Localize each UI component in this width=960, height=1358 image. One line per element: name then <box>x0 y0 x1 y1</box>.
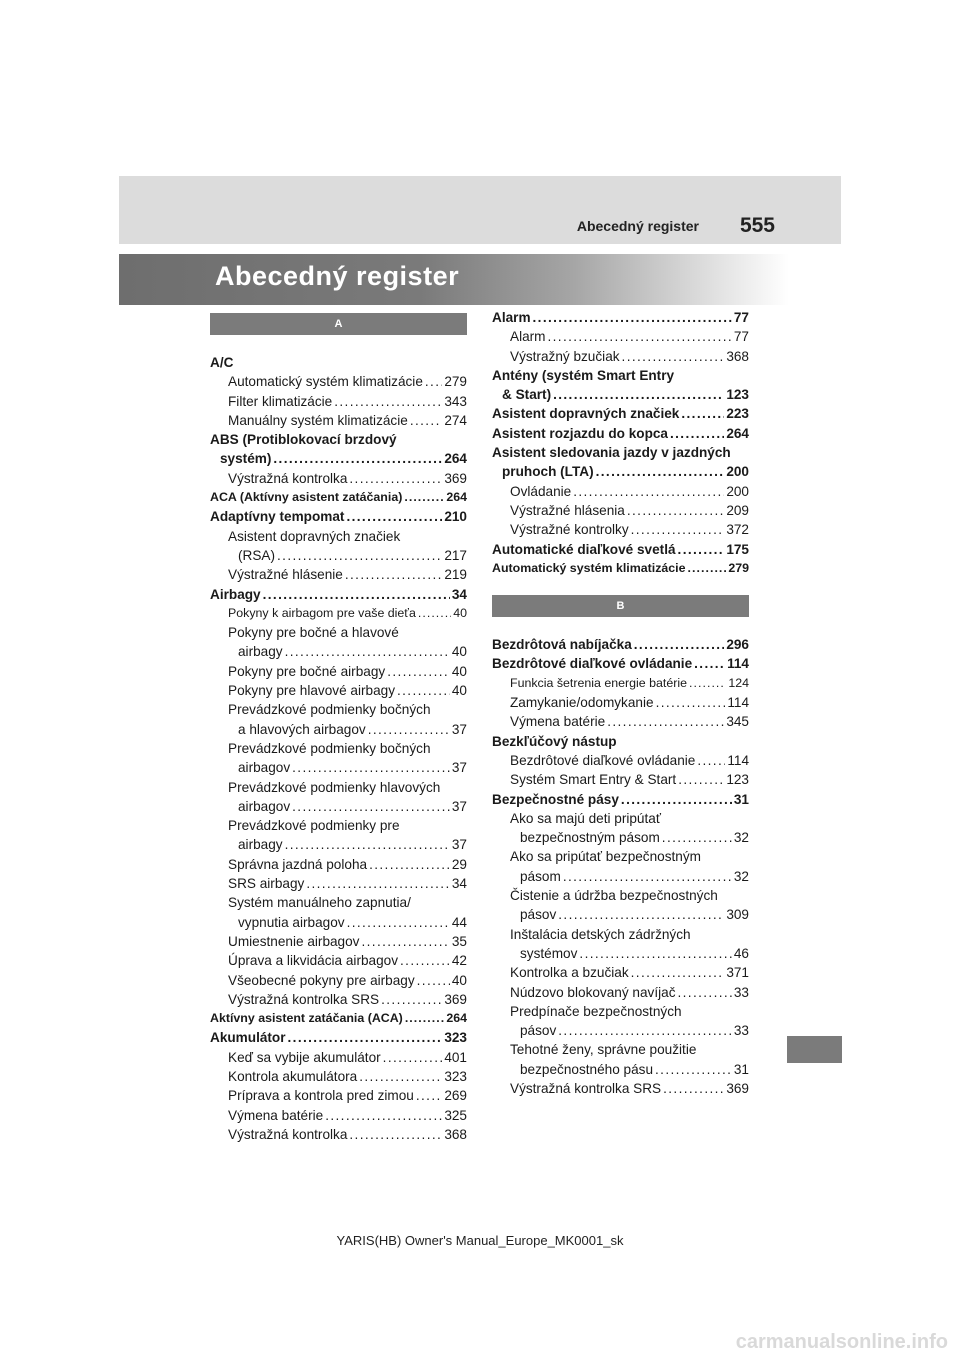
leader-dots <box>387 662 450 681</box>
watermark: carmanualsonline.info <box>735 1331 948 1353</box>
entry-text: Filter klimatizácie <box>228 393 333 409</box>
entry-text: Automatický systém klimatizácie <box>228 374 423 390</box>
page-reference[interactable]: 34 <box>451 586 467 602</box>
leader-dots <box>285 835 450 854</box>
page-reference[interactable]: 219 <box>444 567 467 583</box>
index-subentry <box>210 565 467 584</box>
entry-text: Antény (systém Smart Entry <box>492 367 675 383</box>
index-entry <box>492 732 749 751</box>
index-subentry <box>492 327 749 346</box>
page-reference[interactable]: 264 <box>726 425 749 441</box>
entry-text: Umiestnenie airbagov <box>228 933 360 949</box>
entry-text: Asistent dopravných značiek <box>492 406 680 422</box>
entry-text: Všeobecné pokyny pre airbagy <box>228 972 415 988</box>
entry-text: Funkcia šetrenia energie batérie <box>510 675 688 690</box>
entry-text: Automatické diaľkové svetlá <box>492 541 676 557</box>
page-reference[interactable]: 368 <box>726 348 749 364</box>
entry-text: pruhoch (LTA) <box>502 464 594 480</box>
page-reference[interactable]: 37 <box>451 798 467 814</box>
page-footer: YARIS(HB) Owner's Manual_Europe_MK0001_sk <box>336 1233 624 1248</box>
index-subentry <box>210 662 467 681</box>
leader-dots <box>417 971 450 990</box>
index-subentry <box>210 700 467 739</box>
leader-dots <box>678 983 732 1002</box>
index-subentry <box>210 469 467 488</box>
page-reference[interactable]: 323 <box>444 1068 467 1084</box>
entry-text: ACA (Aktívny asistent zatáčania) <box>210 490 403 505</box>
entry-text: Adaptívny tempomat <box>210 509 345 525</box>
index-subentry <box>210 1106 467 1125</box>
entry-text: Asistent rozjazdu do kopca <box>492 425 668 441</box>
entry-text: Automatický systém klimatizácie <box>492 560 686 575</box>
index-entry <box>492 443 749 482</box>
page-reference[interactable]: 37 <box>451 837 467 853</box>
page-reference[interactable]: 264 <box>446 1011 467 1026</box>
index-subentry <box>210 855 467 874</box>
page-reference[interactable]: 37 <box>451 760 467 776</box>
index-subentry <box>210 893 467 932</box>
entry-text: ABS (Protiblokovací brzdový <box>210 432 397 448</box>
entry-text: Manuálny systém klimatizácie <box>228 412 408 428</box>
leader-dots <box>347 913 450 932</box>
entry-text: airbagov <box>238 798 291 814</box>
title-band <box>119 254 789 305</box>
leader-dots <box>425 372 442 391</box>
page-reference[interactable]: 42 <box>451 953 467 969</box>
leader-dots <box>558 1021 732 1040</box>
page-reference[interactable]: 200 <box>726 483 749 499</box>
entry-text: Pokyny pre bočné a hlavové <box>228 625 399 641</box>
index-entry <box>492 366 749 405</box>
page-number: 555 <box>739 214 775 237</box>
entry-text: & Start) <box>502 387 552 403</box>
index-subentry <box>492 1002 749 1041</box>
index-subentry <box>492 482 749 501</box>
entry-text: Výstražné hlásenie <box>228 567 343 583</box>
page-reference[interactable]: 40 <box>451 644 467 660</box>
leader-dots <box>688 559 727 578</box>
leader-dots <box>634 635 725 654</box>
leader-dots <box>369 855 450 874</box>
index-subentry <box>210 778 467 817</box>
page-reference[interactable]: 401 <box>444 1049 467 1065</box>
entry-text: Zamykanie/odomykanie <box>510 695 654 711</box>
index-entry <box>492 559 749 578</box>
entry-text: airbagy <box>238 644 283 660</box>
index-subentry <box>210 1067 467 1086</box>
entry-text: Aktívny asistent zatáčania (ACA) <box>210 1011 403 1026</box>
page-reference[interactable]: 296 <box>726 637 749 653</box>
page-reference[interactable]: 32 <box>733 868 749 884</box>
leader-dots <box>694 654 725 673</box>
leader-dots <box>607 712 724 731</box>
index-subentry <box>492 501 749 520</box>
entry-text: Akumulátor <box>210 1030 286 1046</box>
entry-text: Systém manuálneho zapnutia/ <box>228 895 411 911</box>
page-reference[interactable]: 40 <box>451 972 467 988</box>
page-reference[interactable]: 123 <box>726 387 749 403</box>
entry-text: Núdzovo blokovaný navíjač <box>510 984 676 1000</box>
leader-dots <box>418 604 451 623</box>
page-reference[interactable]: 372 <box>726 522 749 538</box>
page-reference[interactable]: 114 <box>727 752 749 768</box>
index-subentry <box>492 925 749 964</box>
leader-dots <box>381 990 442 1009</box>
entry-text: Výstražná kontrolka SRS <box>228 991 380 1007</box>
leader-dots <box>345 565 442 584</box>
leader-dots <box>548 327 732 346</box>
leader-dots <box>579 944 731 963</box>
entry-text: Bezdrôtové diaľkové ovládanie <box>510 752 696 768</box>
leader-dots <box>563 867 732 886</box>
entry-text: Bezpečnostné pásy <box>492 791 619 807</box>
page-reference[interactable]: 29 <box>451 856 467 872</box>
entry-text: systém) <box>220 451 272 467</box>
leader-dots <box>273 449 442 468</box>
leader-dots <box>416 1086 442 1105</box>
leader-dots <box>263 585 450 604</box>
entry-text: Ako sa pripútať bezpečnostným <box>510 849 701 865</box>
index-entry <box>210 353 467 372</box>
index-subentry <box>210 681 467 700</box>
entry-text: Príprava a kontrola pred zimou <box>228 1088 414 1104</box>
index-subentry <box>210 372 467 391</box>
page-reference[interactable]: 34 <box>451 876 467 892</box>
page-reference[interactable]: 175 <box>726 541 749 557</box>
page-reference[interactable]: 40 <box>451 663 467 679</box>
entry-text: Úprava a likvidácia airbagov <box>228 953 399 969</box>
index-entry <box>492 308 749 327</box>
index-entry <box>210 488 467 507</box>
entry-text: Predpínače bezpečnostných <box>510 1003 682 1019</box>
entry-text: Keď sa vybije akumulátor <box>228 1049 381 1065</box>
leader-dots <box>681 404 724 423</box>
page-reference[interactable]: 33 <box>733 984 749 1000</box>
entry-text: Prevádzkové podmienky bočných <box>228 740 431 756</box>
entry-text: pásom <box>520 868 561 884</box>
page-reference[interactable]: 77 <box>733 310 749 325</box>
leader-dots <box>631 963 725 982</box>
page-reference[interactable]: 31 <box>733 1061 749 1077</box>
entry-text: a hlavových airbagov <box>238 721 366 737</box>
leader-dots <box>622 347 725 366</box>
page-reference[interactable]: 369 <box>726 1080 749 1096</box>
page-header-band <box>119 176 841 244</box>
index-subentry <box>492 983 749 1002</box>
page-reference[interactable]: 33 <box>733 1023 749 1039</box>
page-reference[interactable]: 37 <box>451 721 467 737</box>
leader-dots <box>285 642 450 661</box>
index-subentry <box>492 886 749 925</box>
page-reference[interactable]: 279 <box>444 374 467 390</box>
page-reference[interactable]: 124 <box>728 675 749 690</box>
leader-dots <box>349 469 442 488</box>
page-reference[interactable]: 200 <box>726 464 749 480</box>
page-reference[interactable]: 114 <box>727 695 749 711</box>
entry-text: Bezdrôtová nabíjačka <box>492 637 632 653</box>
leader-dots <box>277 546 442 565</box>
entry-text: Výstražné hlásenia <box>510 502 625 518</box>
index-entry <box>492 540 749 559</box>
entry-text: Prevádzkové podmienky hlavových <box>228 779 441 795</box>
page-title: Abecedný register <box>215 261 460 291</box>
index-subentry <box>492 751 749 770</box>
page-reference[interactable]: 35 <box>451 933 467 949</box>
page-reference[interactable]: 40 <box>453 605 467 620</box>
page-reference[interactable]: 217 <box>444 547 467 563</box>
page-reference[interactable]: 368 <box>444 1126 467 1142</box>
header-label: Abecedný register <box>576 218 699 234</box>
index-entry <box>492 404 749 423</box>
page-reference[interactable]: 369 <box>444 991 467 1007</box>
page-reference[interactable]: 264 <box>446 490 467 505</box>
section-thumb-tab <box>787 1036 842 1063</box>
leader-dots <box>655 1060 732 1079</box>
page-reference[interactable]: 343 <box>444 393 467 409</box>
entry-text: Prevádzkové podmienky bočných <box>228 702 431 718</box>
index-subentry <box>210 816 467 855</box>
index-subentry <box>210 604 467 623</box>
entry-text: Systém Smart Entry & Start <box>510 772 677 788</box>
index-subentry <box>210 1125 467 1144</box>
page-reference[interactable]: 369 <box>444 470 467 486</box>
page-reference[interactable]: 269 <box>444 1088 467 1104</box>
entry-text: pásov <box>520 907 557 923</box>
leader-dots <box>349 1125 442 1144</box>
leader-dots <box>627 501 724 520</box>
index-subentry <box>210 739 467 778</box>
entry-text: Pokyny pre hlavové airbagy <box>228 683 395 699</box>
page-reference[interactable]: 210 <box>444 509 467 525</box>
page-reference[interactable]: 264 <box>444 451 467 467</box>
leader-dots <box>596 462 725 481</box>
leader-dots <box>663 1079 724 1098</box>
entry-text: vypnutia airbagov <box>238 914 345 930</box>
entry-text: Ovládanie <box>510 483 572 499</box>
entry-text: Airbagy <box>210 586 261 602</box>
page-reference[interactable]: 31 <box>733 791 749 807</box>
entry-text: Tehotné ženy, správne použitie <box>510 1042 697 1058</box>
section-letter-header: A <box>210 313 467 335</box>
leader-dots <box>697 751 725 770</box>
entry-text: (RSA) <box>238 547 276 563</box>
leader-dots <box>383 1048 443 1067</box>
leader-dots <box>368 720 450 739</box>
leader-dots <box>533 308 732 327</box>
leader-dots <box>306 874 450 893</box>
index-subentry <box>210 392 467 411</box>
leader-dots <box>404 488 444 507</box>
entry-text: Pokyny pre bočné airbagy <box>228 663 386 679</box>
leader-dots <box>361 932 449 951</box>
index-column-right <box>492 308 749 1098</box>
entry-text: Pokyny k airbagom pre vaše dieťa <box>228 605 416 620</box>
index-subentry <box>492 847 749 886</box>
leader-dots <box>689 674 726 693</box>
entry-text: Kontrola akumulátora <box>228 1068 358 1084</box>
leader-dots <box>397 681 450 700</box>
entry-text: Výstražné kontrolky <box>510 522 629 538</box>
index-subentry <box>492 693 749 712</box>
leader-dots <box>292 758 450 777</box>
entry-text: Prevádzkové podmienky pre <box>228 818 400 834</box>
leader-dots <box>400 951 450 970</box>
page-reference[interactable]: 40 <box>451 683 467 699</box>
index-subentry <box>492 1079 749 1098</box>
index-subentry <box>210 1048 467 1067</box>
index-subentry <box>492 347 749 366</box>
page-reference[interactable]: 371 <box>726 965 749 981</box>
leader-dots <box>670 424 724 443</box>
page-reference[interactable]: 274 <box>444 412 467 428</box>
entry-text: Alarm <box>492 310 531 325</box>
index-entry <box>210 1028 467 1047</box>
index-entry <box>210 507 467 526</box>
leader-dots <box>558 905 724 924</box>
page-reference[interactable]: 123 <box>726 772 749 788</box>
entry-text: bezpečnostného pásu <box>520 1061 654 1077</box>
entry-text: airbagy <box>238 837 283 853</box>
index-column-left <box>210 308 467 1144</box>
entry-text: Výmena batérie <box>228 1107 324 1123</box>
page-reference[interactable]: 223 <box>726 406 749 422</box>
index-subentry <box>492 520 749 539</box>
page-reference[interactable]: 209 <box>726 502 749 518</box>
leader-dots <box>678 540 725 559</box>
leader-dots <box>621 790 732 809</box>
index-entry <box>492 790 749 809</box>
entry-text: Výstražná kontrolka SRS <box>510 1080 662 1096</box>
index-entry <box>210 585 467 604</box>
index-subentry <box>492 712 749 731</box>
page-reference[interactable]: 345 <box>726 714 749 730</box>
index-subentry <box>492 674 749 693</box>
leader-dots <box>292 797 450 816</box>
index-subentry <box>210 1086 467 1105</box>
index-subentry <box>210 990 467 1009</box>
leader-dots <box>662 828 732 847</box>
page-reference[interactable]: 77 <box>733 329 749 345</box>
index-entry <box>492 635 749 654</box>
index-subentry <box>210 932 467 951</box>
entry-text: Alarm <box>510 329 546 345</box>
entry-text: Výstražná kontrolka <box>228 1126 348 1142</box>
leader-dots <box>325 1106 442 1125</box>
entry-text: Ako sa majú deti pripútať <box>510 810 661 826</box>
page-reference[interactable]: 46 <box>733 945 749 961</box>
index-subentry <box>492 1040 749 1079</box>
index-subentry <box>210 874 467 893</box>
index-entry <box>210 1009 467 1028</box>
entry-text: Bezkľúčový nástup <box>492 733 617 749</box>
entry-text: Asistent sledovania jazdy v jazdných <box>492 445 731 461</box>
index-entry <box>492 654 749 673</box>
page-reference[interactable]: 323 <box>444 1030 467 1046</box>
leader-dots <box>359 1067 442 1086</box>
entry-text: bezpečnostným pásom <box>520 830 660 846</box>
page-reference[interactable]: 309 <box>726 907 749 923</box>
entry-text: Výstražný bzučiak <box>510 348 620 364</box>
entry-text: airbagov <box>238 760 291 776</box>
leader-dots <box>631 520 725 539</box>
entry-text: Výstražná kontrolka <box>228 470 348 486</box>
leader-dots <box>346 507 442 526</box>
index-subentry <box>210 411 467 430</box>
entry-text: Výmena batérie <box>510 714 606 730</box>
entry-text: Čistenie a údržba bezpečnostných <box>510 888 718 904</box>
index-subentry <box>210 527 467 566</box>
page-reference[interactable]: 325 <box>444 1107 467 1123</box>
leader-dots <box>410 411 443 430</box>
leader-dots <box>678 770 724 789</box>
leader-dots <box>405 1009 445 1028</box>
index-subentry <box>210 971 467 990</box>
page-reference[interactable]: 32 <box>733 830 749 846</box>
index-subentry <box>492 770 749 789</box>
entry-text: pásov <box>520 1023 557 1039</box>
entry-text: Správna jazdná poloha <box>228 856 368 872</box>
leader-dots <box>288 1028 443 1047</box>
entry-text: SRS airbagy <box>228 876 305 892</box>
index-subentry <box>210 951 467 970</box>
page-reference[interactable]: 44 <box>451 914 467 930</box>
leader-dots <box>656 693 726 712</box>
entry-text: Asistent dopravných značiek <box>228 528 401 544</box>
page-reference[interactable]: 279 <box>728 560 749 575</box>
leader-dots <box>573 482 724 501</box>
index-subentry <box>492 809 749 848</box>
leader-dots <box>334 392 442 411</box>
section-letter-header: B <box>492 595 749 617</box>
index-subentry <box>492 963 749 982</box>
entry-text: Inštalácia detských zádržných <box>510 926 691 942</box>
entry-text: Kontrolka a bzučiak <box>510 965 629 981</box>
index-entry <box>210 430 467 469</box>
page-reference[interactable]: 114 <box>727 656 749 672</box>
leader-dots <box>553 385 724 404</box>
entry-text: A/C <box>210 355 234 370</box>
entry-text: Bezdrôtové diaľkové ovládanie <box>492 656 693 672</box>
entry-text: systémov <box>520 945 578 961</box>
index-subentry <box>210 623 467 662</box>
index-entry <box>492 424 749 443</box>
